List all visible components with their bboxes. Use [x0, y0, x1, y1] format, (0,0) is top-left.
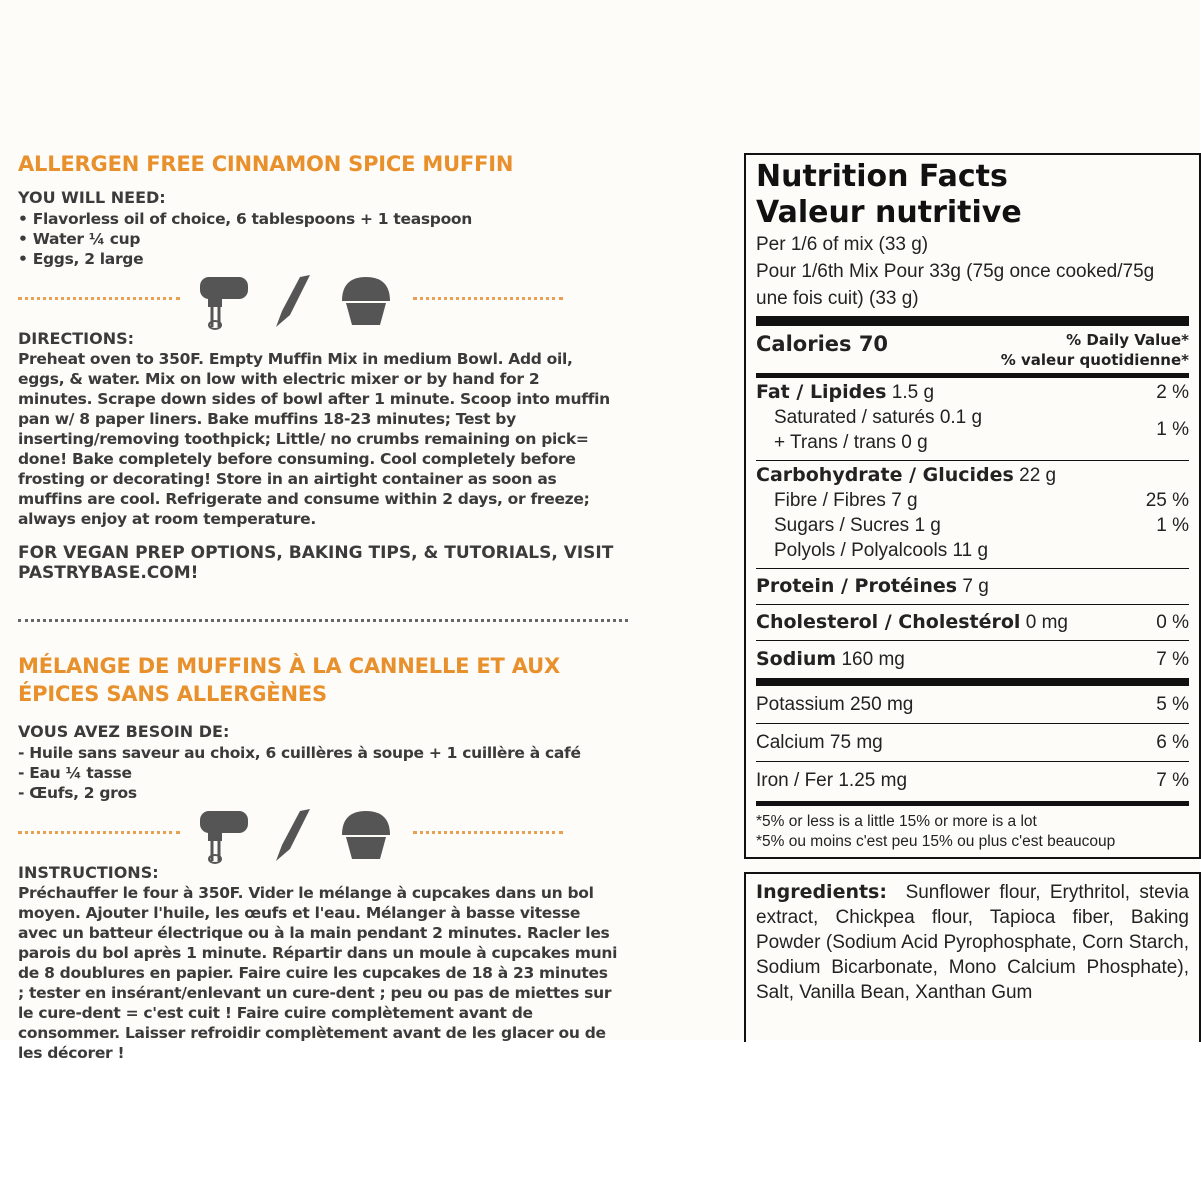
list-item: • Water ¼ cup [18, 230, 141, 248]
chol-amount: 0 mg [1025, 612, 1068, 633]
directions-heading: DIRECTIONS: [18, 329, 135, 348]
list-item: - Œufs, 2 gros [18, 784, 137, 802]
polyols-row [756, 538, 1189, 563]
saturated-row: Saturated / saturés 0.1 g [774, 407, 983, 428]
protein-label: Protein / Protéines [756, 575, 958, 597]
sodium-label: Sodium [756, 648, 837, 670]
footnote-en: *5% or less is a little 15% or more is a lot [756, 813, 1037, 830]
calories-row [756, 328, 1189, 370]
muffin-icon [336, 805, 396, 869]
serving-line-2: Pour 1/6th Mix Pour 33g (75g once cooked/75g une fois cuit) (33 g) [756, 261, 1155, 309]
sodium-row [756, 641, 1189, 672]
iron-label: Iron / Fer 1.25 mg [756, 770, 908, 791]
sugars-row [756, 513, 1189, 538]
dotted-divider [413, 297, 563, 301]
fat-row [756, 380, 1189, 405]
sat-trans-group [756, 405, 1189, 455]
sat-trans-labels [756, 405, 982, 455]
footnote-fr: *5% ou moins c'est peu 15% ou plus c'est beaucoup [756, 833, 1116, 850]
english-need-heading: YOU WILL NEED: [18, 188, 166, 207]
serving-line-1: Per 1/6 of mix (33 g) [756, 234, 929, 255]
carb-row [756, 463, 1189, 488]
recipe-column [18, 148, 633, 1062]
ingredients-label: Ingredients: [756, 881, 887, 903]
dotted-divider [413, 831, 563, 835]
sat-trans-pct: 1 % [1156, 419, 1189, 440]
section-divider [18, 619, 628, 622]
french-icons-row [18, 805, 633, 865]
instructions-heading: INSTRUCTIONS: [18, 863, 159, 882]
calcium-row [756, 724, 1189, 755]
english-need-list [18, 209, 633, 269]
cholesterol-row [756, 605, 1189, 635]
list-item: - Huile sans saveur au choix, 6 cuillères à soupe + 1 cuillère à café [18, 744, 581, 762]
dotted-divider [18, 831, 180, 835]
iron-row [756, 762, 1189, 793]
sugars-label: Sugars / Sucres 1 g [774, 515, 941, 536]
calcium-pct: 6 % [1156, 732, 1189, 753]
medium-rule [756, 801, 1189, 806]
trans-row: + Trans / trans 0 g [774, 432, 928, 453]
piping-bag-icon [270, 271, 320, 335]
fat-label: Fat / Lipides [756, 381, 887, 403]
french-title: MÉLANGE DE MUFFINS À LA CANNELLE ET AUX ÉPICES SANS ALLERGÈNES [18, 654, 561, 706]
nutrition-title-fr: Valeur nutritive [756, 195, 1022, 230]
fat-pct: 2 % [1156, 382, 1189, 403]
list-item: • Flavorless oil of choice, 6 tablespoons + 1 teaspoon [18, 210, 473, 228]
carb-section [756, 461, 1189, 563]
sodium-pct: 7 % [1156, 649, 1189, 670]
piping-bag-icon [270, 805, 320, 869]
thick-rule [756, 678, 1189, 686]
fat-section [756, 378, 1189, 455]
potassium-label: Potassium 250 mg [756, 694, 914, 715]
french-need-list [18, 743, 633, 803]
fibre-label: Fibre / Fibres 7 g [774, 490, 918, 511]
chol-label: Cholesterol / Cholestérol [756, 611, 1021, 633]
muffin-icon [336, 271, 396, 335]
polyols-label: Polyols / Polyalcools 11 g [774, 540, 989, 561]
dotted-divider [18, 297, 180, 301]
ingredients-text: Sunflower flour, Erythritol, stevia extract, Chickpea flour, Tapioca fiber, Baking Powder (Sodium Acid Pyrophosphate, Corn Starch, Sodium Bicarbonate, Mono Calcium Phosphate), Salt, Vanilla Bean, Xanthan Gum [756, 882, 1189, 1003]
hand-mixer-icon [194, 805, 254, 869]
visit-text: FOR VEGAN PREP OPTIONS, BAKING TIPS, & TUTORIALS, VISIT PASTRYBASE.COM! [18, 543, 614, 583]
french-need-heading: VOUS AVEZ BESOIN DE: [18, 722, 230, 741]
protein-amount: 7 g [962, 576, 989, 597]
hand-mixer-icon [194, 271, 254, 335]
thick-rule [756, 316, 1189, 326]
potassium-pct: 5 % [1156, 694, 1189, 715]
nutrition-title-en: Nutrition Facts [756, 159, 1008, 194]
carb-amount: 22 g [1019, 465, 1057, 486]
daily-value-header [1001, 328, 1189, 370]
fat-amount: 1.5 g [891, 382, 935, 403]
directions-text: Preheat oven to 350F. Empty Muffin Mix in medium Bowl. Add oil, eggs, & water. Mix on low with electric mixer or by hand for 2 minutes. Scrape down sides of bowl after 1 minute. Scoop into muffin pan w/ 8 paper liners. Bake muffins 18-23 minutes; Test by inserting/removing toothpick; Little/ no crumbs remaining on pick= done! Bake completely before consuming. Cool completely before frosting or decorating! Store in an airtight container as soon as muffins are cool. Refrigerate and consume within 2 days, or freeze; always enjoy at room temperature. [18, 350, 610, 528]
chol-pct: 0 % [1156, 612, 1189, 633]
sugars-pct: 1 % [1156, 515, 1189, 536]
nutrition-facts-table [744, 153, 1201, 859]
english-title: ALLERGEN FREE CINNAMON SPICE MUFFIN [18, 152, 514, 176]
fibre-pct: 25 % [1145, 490, 1189, 511]
iron-pct: 7 % [1156, 770, 1189, 791]
english-icons-row [18, 271, 633, 331]
protein-row [756, 569, 1189, 599]
calories-value: Calories 70 [756, 332, 889, 356]
list-item: • Eggs, 2 large [18, 250, 144, 268]
dv-label-en: % Daily Value* [1066, 331, 1189, 349]
carb-label: Carbohydrate / Glucides [756, 464, 1014, 486]
potassium-row [756, 688, 1189, 717]
fibre-row [756, 488, 1189, 513]
ingredients-box [744, 872, 1201, 1042]
list-item: - Eau ¼ tasse [18, 764, 132, 782]
calcium-label: Calcium 75 mg [756, 732, 883, 753]
sodium-amount: 160 mg [841, 649, 905, 670]
dv-label-fr: % valeur quotidienne* [1000, 351, 1189, 369]
instructions-text: Préchauffer le four à 350F. Vider le mélange à cupcakes dans un bol moyen. Ajouter l'huile, les œufs et l'eau. Mélanger à basse vitesse avec un batteur électrique ou à la main pendant 2 minutes. Racler les parois du bol après 1 minute. Répartir dans un moule à cupcakes muni de 8 doublures en papier. Faire cuire les cupcakes de 18 à 23 minutes ; tester en insérant/enlevant un cure-dent ; peu ou pas de miettes sur le cure-dent = c'est cuit ! Faire cuire complètement avant de consommer. Laisser refroidir complètement avant de les glacer ou de les décorer ! [18, 884, 618, 1062]
